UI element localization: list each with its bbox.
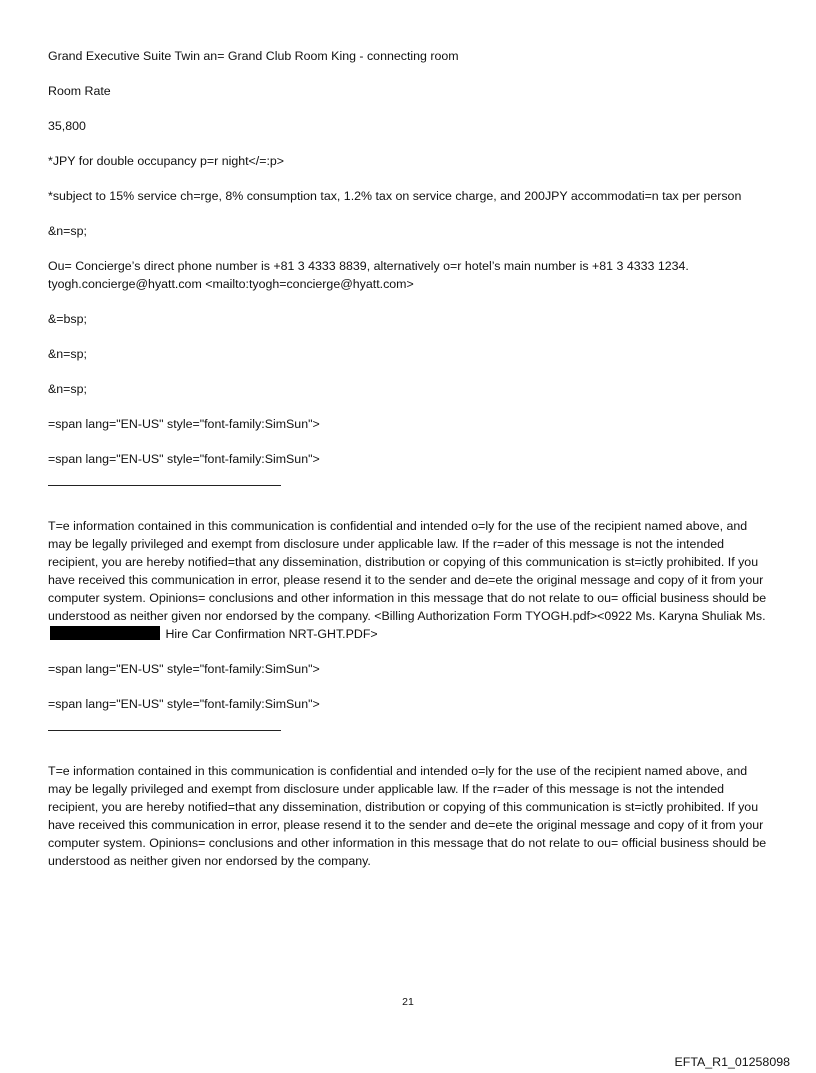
nbsp-line: &n=sp;: [48, 224, 87, 238]
confidentiality-disclaimer: [48, 517, 768, 643]
confidentiality-disclaimer: T=e information contained in this communication is confidential and intended o=ly for the use of the recipient named above, and may be legally privileged and exempt from disclosure under applicable law. If the r=ader of this message is not the intended recipient, you are hereby notified=that any dissemination, distribution or copying of this communication is st=ictly prohibited. If you have received this communication in error, please resend it to the sender and de=ete the original message and copy of it from your computer system. Opinions= conclusions and other information in this message that do not relate to ou= official business should be understood as neither given nor endorsed by the company.: [48, 764, 767, 868]
document-body: [48, 47, 768, 887]
attachment-text: Hire Car Confirmation NRT-GHT.PDF>: [165, 627, 378, 641]
tax-note: *subject to 15% service ch=rge, 8% consumption tax, 1.2% tax on service charge, and 200JPY accommodati=n tax per person: [48, 189, 742, 203]
room-rate-value: 35,800: [48, 119, 86, 133]
concierge-contact: Ou= Concierge’s direct phone number is +81 3 4333 8839, alternatively o=r hotel’s main number is +81 3 4333 1234. tyogh.concierge@hyatt.com <mailto:tyogh=concierge@hyatt.com>: [48, 259, 689, 291]
disclaimer-text: T=e information contained in this communication is confidential and intended o=ly for the use of the recipient named above, and may be legally privileged and exempt from disclosure under applicable law. If the r=ader of this message is not the intended recipient, you are hereby notified=that any dissemination, distribution or copying of this communication is st=ictly prohibited. If you have received this communication in error, please resend it to the sender and de=ete the original message and copy of it from your computer system. Opinions= conclusions and other information in this message that do not relate to ou= official business should be understood as neither given nor endorsed by the company. <Billing Authorization Form TYOGH.pdf><0922 Ms. Karyna Shuliak Ms.: [48, 519, 767, 623]
span-markup-line: =span lang="EN-US" style="font-family:SimSun">: [48, 452, 320, 466]
room-description: Grand Executive Suite Twin an= Grand Club Room King - connecting room: [48, 49, 459, 63]
nbsp-line: &n=sp;: [48, 382, 87, 396]
span-markup-line: =span lang="EN-US" style="font-family:SimSun">: [48, 417, 320, 431]
nbsp-line: &=bsp;: [48, 312, 87, 326]
span-markup-line: =span lang="EN-US" style="font-family:SimSun">: [48, 697, 320, 711]
nbsp-line: &n=sp;: [48, 347, 87, 361]
page-number: 21: [402, 996, 414, 1008]
divider: [48, 730, 281, 731]
span-markup-line: =span lang="EN-US" style="font-family:SimSun">: [48, 662, 320, 676]
room-rate-label: Room Rate: [48, 84, 111, 98]
rate-note: *JPY for double occupancy p=r night</=:p>: [48, 154, 285, 168]
redaction-block: [50, 626, 160, 640]
document-id: EFTA_R1_01258098: [674, 1055, 790, 1069]
divider: [48, 485, 281, 486]
